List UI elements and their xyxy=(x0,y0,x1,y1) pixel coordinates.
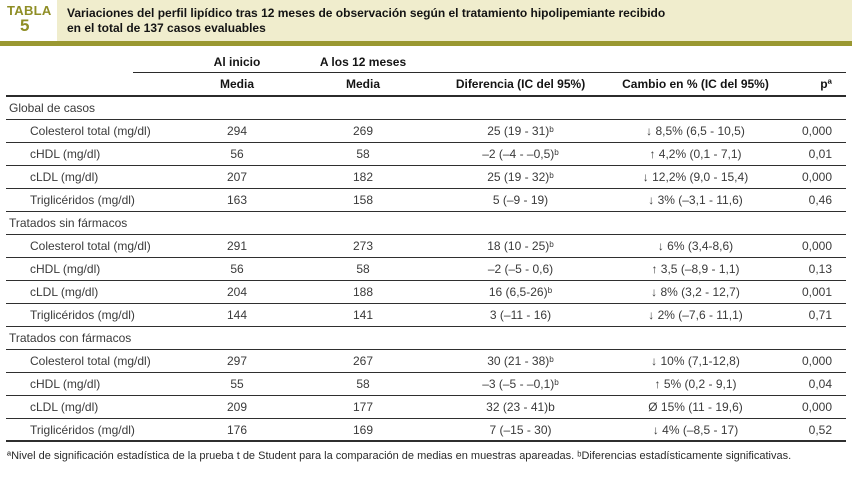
table-masthead xyxy=(0,0,852,41)
cell-diferencia: –3 (–5 - –0,1)ᵇ xyxy=(482,377,559,391)
cell-media-inicio: 163 xyxy=(226,193,248,207)
cell-media-12meses: 177 xyxy=(352,400,374,414)
cell-media-inicio: 204 xyxy=(226,285,248,299)
row-label: cHDL (mg/dl) xyxy=(30,262,101,276)
cell-diferencia: 18 (10 - 25)ᵇ xyxy=(487,239,554,253)
table-title-band xyxy=(57,0,852,41)
table-row xyxy=(6,304,846,327)
section-header-row xyxy=(6,327,846,350)
cell-media-12meses: 158 xyxy=(352,193,374,207)
row-label: Triglicéridos (mg/dl) xyxy=(30,193,135,207)
cell-media-inicio: 55 xyxy=(230,377,244,391)
cell-p: 0,04 xyxy=(808,377,832,391)
row-label: Triglicéridos (mg/dl) xyxy=(30,422,135,437)
cell-cambio: ↑ 4,2% (0,1 - 7,1) xyxy=(649,147,742,161)
cell-diferencia: 3 (–11 - 16) xyxy=(489,308,552,322)
cell-diferencia: 25 (19 - 32)ᵇ xyxy=(487,170,554,184)
table-row xyxy=(6,350,846,373)
cell-p: 0,13 xyxy=(808,262,832,276)
cell-diferencia: –2 (–4 - –0,5)ᵇ xyxy=(482,147,559,161)
table-title-line1: Variaciones del perfil lipídico tras 12 meses de observación según el tratamiento hipolipemiante recibido xyxy=(67,5,666,20)
cell-cambio: ↓ 10% (7,1-12,8) xyxy=(651,354,740,368)
cell-media-inicio: 144 xyxy=(226,308,248,322)
cell-cambio: Ø 15% (11 - 19,6) xyxy=(648,400,743,414)
row-label: Colesterol total (mg/dl) xyxy=(30,354,151,368)
cell-p: 0,52 xyxy=(808,422,832,437)
cell-cambio: ↓ 2% (–7,6 - 11,1) xyxy=(648,308,743,322)
table-row xyxy=(6,373,846,396)
cell-cambio: ↓ 4% (–8,5 - 17) xyxy=(652,422,739,437)
cell-media-12meses: 169 xyxy=(352,422,374,437)
cell-diferencia: 25 (19 - 31)ᵇ xyxy=(487,124,554,138)
cell-diferencia: 7 (–15 - 30) xyxy=(489,422,552,437)
cell-cambio: ↓ 8% (3,2 - 12,7) xyxy=(651,285,740,299)
col-header-a-los-12-meses: A los 12 meses xyxy=(319,54,407,69)
cell-p: 0,000 xyxy=(801,239,832,253)
cell-cambio: ↓ 8,5% (6,5 - 10,5) xyxy=(646,124,745,138)
table-row xyxy=(6,281,846,304)
cell-p: 0,000 xyxy=(801,170,832,184)
cell-media-inicio: 291 xyxy=(226,239,248,253)
row-label: cLDL (mg/dl) xyxy=(30,170,99,184)
row-label: cHDL (mg/dl) xyxy=(30,147,101,161)
table-badge xyxy=(0,0,57,41)
cell-cambio: ↓ 3% (–3,1 - 11,6) xyxy=(648,193,743,207)
row-label: Colesterol total (mg/dl) xyxy=(30,239,151,253)
cell-p: 0,000 xyxy=(801,400,832,414)
footnote: ªNivel de significación estadística de la prueba t de Student para la comparación de medias en muestras apareadas. ᵇDiferencias estadísticamente significativas. xyxy=(7,450,792,462)
table-row xyxy=(6,258,846,281)
table-row xyxy=(6,143,846,166)
cell-media-inicio: 209 xyxy=(226,400,248,414)
row-label: cLDL (mg/dl) xyxy=(30,285,99,299)
cell-media-inicio: 297 xyxy=(226,354,248,368)
table-title-line2: en el total de 137 casos evaluables xyxy=(67,20,266,35)
row-label: Colesterol total (mg/dl) xyxy=(30,124,151,138)
cell-diferencia: 30 (21 - 38)ᵇ xyxy=(487,354,554,368)
section-title: Tratados con fármacos xyxy=(9,331,132,345)
row-label: cLDL (mg/dl) xyxy=(30,400,99,414)
cell-p: 0,000 xyxy=(801,354,832,368)
col-header-media-inicio: Media xyxy=(219,77,254,91)
cell-media-12meses: 58 xyxy=(356,147,370,161)
header-underline xyxy=(133,72,846,73)
cell-media-inicio: 294 xyxy=(226,124,248,138)
section-title: Tratados sin fármacos xyxy=(9,216,128,230)
cell-p: 0,01 xyxy=(808,147,832,161)
cell-media-12meses: 273 xyxy=(352,239,374,253)
cell-media-12meses: 58 xyxy=(356,262,370,276)
cell-diferencia: 32 (23 - 41)b xyxy=(486,400,555,414)
cell-media-12meses: 141 xyxy=(352,308,374,322)
cell-media-inicio: 207 xyxy=(226,170,248,184)
table-row xyxy=(6,120,846,143)
cell-media-inicio: 56 xyxy=(230,262,244,276)
section-header-row xyxy=(6,97,846,120)
table-row xyxy=(6,189,846,212)
cell-diferencia: 5 (–9 - 19) xyxy=(492,193,549,207)
cell-cambio: ↑ 3,5 (–8,9 - 1,1) xyxy=(651,262,740,276)
cell-media-12meses: 269 xyxy=(352,124,374,138)
table-row xyxy=(6,419,846,442)
cell-media-inicio: 176 xyxy=(226,422,248,437)
cell-media-12meses: 267 xyxy=(352,354,374,368)
cell-media-inicio: 56 xyxy=(230,147,244,161)
table-row xyxy=(6,396,846,419)
cell-p: 0,001 xyxy=(801,285,832,299)
cell-diferencia: 16 (6,5-26)ᵇ xyxy=(488,285,553,299)
cell-cambio: ↓ 12,2% (9,0 - 15,4) xyxy=(642,170,749,184)
col-header-media-12meses: Media xyxy=(345,77,380,91)
row-label: Triglicéridos (mg/dl) xyxy=(30,308,135,322)
col-header-p: pª xyxy=(820,77,832,91)
lipid-table xyxy=(6,50,846,442)
header-row xyxy=(6,73,846,97)
cell-media-12meses: 58 xyxy=(356,377,370,391)
table-badge-word: TABLA xyxy=(7,3,52,18)
olive-divider xyxy=(0,41,852,46)
cell-p: 0,000 xyxy=(801,124,832,138)
col-header-al-inicio: Al inicio xyxy=(213,54,261,69)
cell-media-12meses: 188 xyxy=(352,285,374,299)
section-header-row xyxy=(6,212,846,235)
row-label: cHDL (mg/dl) xyxy=(30,377,101,391)
section-title: Global de casos xyxy=(9,101,96,115)
cell-cambio: ↑ 5% (0,2 - 9,1) xyxy=(654,377,737,391)
table-row xyxy=(6,166,846,189)
cell-p: 0,46 xyxy=(808,193,832,207)
cell-diferencia: –2 (–5 - 0,6) xyxy=(487,262,554,276)
header-group-row xyxy=(6,50,846,73)
table-row xyxy=(6,235,846,258)
table-badge-number: 5 xyxy=(20,16,30,35)
cell-p: 0,71 xyxy=(808,308,832,322)
col-header-cambio: Cambio en % (IC del 95%) xyxy=(622,77,769,91)
col-header-diferencia: Diferencia (IC del 95%) xyxy=(455,77,586,91)
cell-media-12meses: 182 xyxy=(352,170,374,184)
cell-cambio: ↓ 6% (3,4-8,6) xyxy=(657,239,734,253)
